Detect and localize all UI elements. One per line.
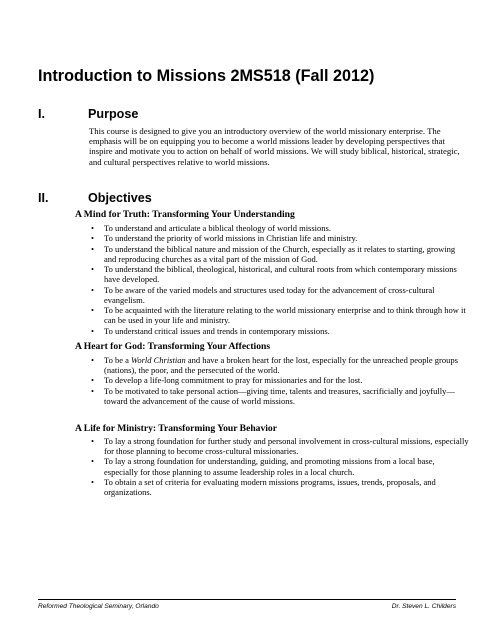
bullet-marker: • (91, 476, 94, 487)
section-title: Objectives (88, 191, 152, 205)
list-item: • To be aware of the varied models and structures used today for the advancement of cross-cultural evangelism. (91, 284, 435, 305)
bullet-list-life-for-ministry (89, 436, 469, 497)
bullet-marker: • (91, 456, 94, 467)
subheading-mind-for-truth: A Mind for Truth: Transforming Your Understanding (75, 209, 295, 220)
section-heading-objectives (38, 191, 152, 205)
list-item: • To understand the biblical, theological, historical, and cultural roots from which contemporary missions have developed. (91, 264, 457, 285)
bullet-marker: • (91, 284, 94, 295)
list-item: • To obtain a set of criteria for evaluating modern missions programs, issues, trends, proposals, and organizations. (91, 476, 436, 498)
bullet-marker: • (91, 223, 94, 233)
bullet-marker: • (91, 325, 94, 336)
subheading-life-for-ministry: A Life for Ministry: Transforming Your Behavior (75, 423, 277, 434)
section-title: Purpose (88, 107, 139, 121)
bullet-list-heart-for-god (89, 355, 469, 406)
section-number: II. (38, 191, 49, 205)
section-heading-purpose (38, 107, 138, 121)
bullet-marker: • (91, 385, 94, 396)
bullet-marker: • (91, 305, 94, 316)
list-item: • To understand and articulate a biblical theology of world missions. (91, 223, 331, 233)
footer-author: Dr. Steven L. Childers (391, 603, 456, 610)
section-number: I. (38, 107, 45, 121)
list-item: • To understand critical issues and trends in contemporary missions. (91, 325, 330, 336)
bullet-marker: • (91, 355, 94, 365)
list-item: • To be a World Christian and have a broken heart for the lost, especially for the unreached people groups (nations), the poor, and the persecuted of the world. (91, 355, 458, 376)
bullet-marker: • (91, 233, 94, 244)
list-item: • To lay a strong foundation for further study and personal involvement in cross-cultural missions, especially for those planning to become cross-cultural missionaries. (91, 436, 469, 457)
list-item: • To develop a life-long commitment to pray for missionaries and for the lost. (91, 375, 363, 386)
purpose-paragraph: This course is designed to give you an introductory overview of the world missionary enterprise. The emphasis will be on equipping you to become a world missions leader by developing perspectives that inspire and motivate you to action on behalf of world missions. We will study biblical, historical, strategic, and cultural perspectives relative to world missions. (89, 126, 460, 167)
document-title: Introduction to Missions 2MS518 (Fall 2012) (38, 67, 375, 85)
emphasized-term: World Christian (131, 355, 186, 365)
list-item: • To be acquainted with the literature relating to the world missionary enterprise and to think through how it can be used in your life and ministry. (91, 305, 466, 326)
list-item: • To understand the biblical nature and mission of the Church, especially as it relates to starting, growing and reproducing churches as a vital part of the mission of God. (91, 243, 456, 264)
footer-institution: Reformed Theological Seminary, Orlando (38, 603, 159, 610)
bullet-list-mind-for-truth (89, 223, 469, 336)
bullet-marker: • (91, 264, 94, 275)
list-item: • To be motivated to take personal action—giving time, talents and treasures, sacrificially and joyfully—toward the advancement of the cause of world missions. (91, 385, 455, 406)
bullet-marker: • (91, 436, 94, 446)
subheading-heart-for-god: A Heart for God: Transforming Your Affections (75, 341, 271, 352)
list-item: • To lay a strong foundation for understanding, guiding, and promoting missions from a local base, especially for those planning to assume leadership roles in a local church. (91, 456, 435, 477)
list-item: • To understand the priority of world missions in Christian life and ministry. (91, 233, 358, 244)
footer-divider (38, 599, 456, 600)
bullet-marker: • (91, 243, 94, 254)
bullet-marker: • (91, 375, 94, 386)
